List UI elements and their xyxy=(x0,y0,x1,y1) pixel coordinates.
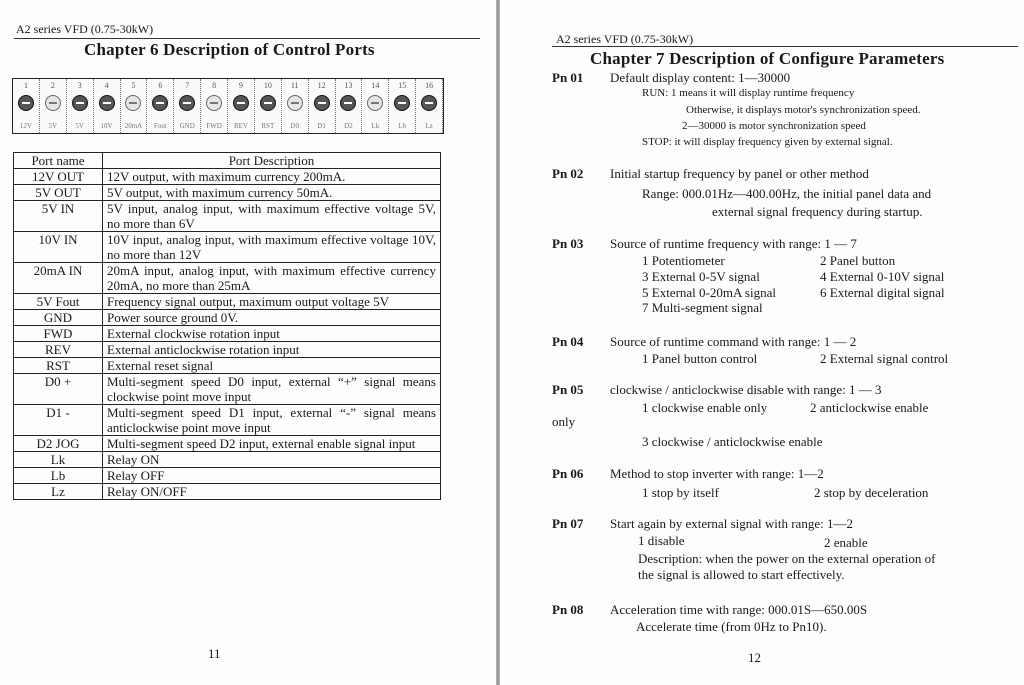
terminal-number: 3 xyxy=(77,81,82,90)
param-title: Default display content: 1—30000 xyxy=(610,70,791,85)
option-item: 3 External 0-5V signal xyxy=(642,269,760,284)
terminal xyxy=(67,79,94,133)
terminal-strip xyxy=(12,78,444,134)
terminal xyxy=(13,79,40,133)
param-line: STOP: it will display frequency given by external signal. xyxy=(642,136,893,148)
terminal-label: Fout xyxy=(153,122,167,130)
param-pn05 xyxy=(552,382,992,452)
table-row xyxy=(14,374,441,405)
param-id: Pn 01 xyxy=(552,70,584,85)
table-row xyxy=(14,326,441,342)
option-item: 1 Potentiometer xyxy=(642,253,725,268)
table-row xyxy=(14,185,441,201)
table-row xyxy=(14,405,441,436)
terminal-number: 2 xyxy=(50,81,55,90)
table-row xyxy=(14,468,441,484)
terminal-number: 10 xyxy=(263,81,272,90)
table-row xyxy=(14,436,441,452)
param-title: Source of runtime frequency with range: 1 — 7 xyxy=(610,236,857,251)
port-name-cell: GND xyxy=(14,310,103,326)
param-title: Method to stop inverter with range: 1—2 xyxy=(610,466,824,481)
param-id: Pn 04 xyxy=(552,334,584,349)
terminal xyxy=(174,79,201,133)
param-line: RUN: 1 means it will display runtime frequency xyxy=(642,87,855,99)
screw-terminal-icon xyxy=(18,95,34,111)
screw-terminal-icon xyxy=(421,95,437,111)
port-name-cell: REV xyxy=(14,342,103,358)
screw-terminal-icon xyxy=(394,95,410,111)
terminal-number: 1 xyxy=(23,81,28,90)
param-id: Pn 08 xyxy=(552,602,584,617)
terminal-number: 5 xyxy=(131,81,136,90)
port-description-cell: Multi-segment speed D2 input, external enable signal input xyxy=(103,436,441,452)
param-title: clockwise / anticlockwise disable with range: 1 — 3 xyxy=(610,382,882,397)
port-name-cell: 20mA IN xyxy=(14,263,103,294)
option-wrap: only xyxy=(552,414,576,429)
terminal-number: 11 xyxy=(290,81,299,90)
option-item: 2 enable xyxy=(824,535,868,550)
option-item: 4 External 0-10V signal xyxy=(820,269,945,284)
param-pn06 xyxy=(552,466,992,502)
terminal-label: GND xyxy=(179,122,195,130)
option-item: 1 Panel button control xyxy=(642,351,758,366)
terminal-number: 7 xyxy=(185,81,190,90)
param-line: Accelerate time (from 0Hz to Pn10). xyxy=(636,619,827,634)
param-pn02 xyxy=(552,166,992,220)
option-item: 7 Multi-segment signal xyxy=(642,300,763,315)
table-row xyxy=(14,342,441,358)
port-description-cell: 12V output, with maximum currency 200mA. xyxy=(103,169,441,185)
screw-terminal-icon xyxy=(260,95,276,111)
option-item: 3 clockwise / anticlockwise enable xyxy=(642,434,823,449)
port-description-cell: Multi-segment speed D0 input, external “+” signal means clockwise point move input xyxy=(103,374,441,405)
port-name-cell: 10V IN xyxy=(14,232,103,263)
param-pn08 xyxy=(552,602,992,638)
param-title: Initial startup frequency by panel or other method xyxy=(610,166,869,181)
port-description-cell: 5V input, analog input, with maximum effective voltage 5V, no more than 6V xyxy=(103,201,441,232)
port-name-cell: 5V IN xyxy=(14,201,103,232)
screw-terminal-icon xyxy=(72,95,88,111)
param-pn04 xyxy=(552,334,992,370)
terminal-number: 12 xyxy=(317,81,326,90)
port-table xyxy=(13,152,441,500)
port-name-cell: Lb xyxy=(14,468,103,484)
port-name-header: Port name xyxy=(14,153,103,169)
port-description-cell: Relay ON/OFF xyxy=(103,484,441,500)
param-line: external signal frequency during startup. xyxy=(712,204,923,219)
screw-terminal-icon xyxy=(99,95,115,111)
series-header-left: A2 series VFD (0.75-30kW) xyxy=(16,22,154,36)
option-item: 1 disable xyxy=(638,533,685,548)
port-name-cell: RST xyxy=(14,358,103,374)
terminal-label: D1 xyxy=(317,122,326,130)
screw-terminal-icon xyxy=(152,95,168,111)
terminal-number: 14 xyxy=(371,81,380,90)
param-id: Pn 02 xyxy=(552,166,584,181)
table-row xyxy=(14,201,441,232)
terminal xyxy=(201,79,228,133)
terminal xyxy=(389,79,416,133)
header-rule-left xyxy=(14,38,480,39)
terminal xyxy=(309,79,336,133)
port-name-cell: D0 + xyxy=(14,374,103,405)
port-name-cell: FWD xyxy=(14,326,103,342)
param-line: Range: 000.01Hz—400.00Hz, the initial panel data and xyxy=(642,186,932,201)
port-description-cell: Multi-segment speed D1 input, external “-” signal means anticlockwise point move input xyxy=(103,405,441,436)
port-name-cell: Lk xyxy=(14,452,103,468)
terminal xyxy=(362,79,389,133)
terminal-number: 6 xyxy=(158,81,163,90)
screw-terminal-icon xyxy=(179,95,195,111)
option-item: 2 anticlockwise enable xyxy=(810,400,929,415)
header-rule-right xyxy=(552,46,1018,47)
terminal-number: 13 xyxy=(344,81,353,90)
left-page xyxy=(0,0,496,685)
table-row xyxy=(14,169,441,185)
option-item: 1 clockwise enable only xyxy=(642,400,768,415)
terminal xyxy=(255,79,282,133)
port-description-cell: External reset signal xyxy=(103,358,441,374)
option-item: 2 Panel button xyxy=(820,253,896,268)
terminal-label: 5V xyxy=(48,122,58,130)
table-row xyxy=(14,484,441,500)
terminal-label: REV xyxy=(233,122,248,130)
terminal xyxy=(336,79,363,133)
param-title: Start again by external signal with range: 1—2 xyxy=(610,516,853,531)
chapter-title-right: Chapter 7 Description of Configure Parameters xyxy=(590,49,945,68)
terminal-label: 12V xyxy=(19,122,32,130)
screw-terminal-icon xyxy=(45,95,61,111)
port-description-cell: Relay ON xyxy=(103,452,441,468)
screw-terminal-icon xyxy=(287,95,303,111)
param-pn07 xyxy=(552,516,992,582)
table-row xyxy=(14,358,441,374)
screw-terminal-icon xyxy=(206,95,222,111)
page-number-left: 11 xyxy=(208,646,221,661)
port-description-cell: External clockwise rotation input xyxy=(103,326,441,342)
param-line: the signal is allowed to start effectively. xyxy=(638,567,845,582)
table-row xyxy=(14,310,441,326)
terminal-number: 4 xyxy=(104,81,109,90)
terminal xyxy=(147,79,174,133)
terminal xyxy=(40,79,67,133)
port-description-cell: Relay OFF xyxy=(103,468,441,484)
param-line: Otherwise, it displays motor's synchronization speed. xyxy=(686,104,921,116)
port-description-cell: Power source ground 0V. xyxy=(103,310,441,326)
port-name-cell: D2 JOG xyxy=(14,436,103,452)
port-name-cell: 12V OUT xyxy=(14,169,103,185)
port-description-cell: External anticlockwise rotation input xyxy=(103,342,441,358)
param-pn01 xyxy=(552,70,992,150)
terminal-label: Lk xyxy=(371,122,380,130)
terminal-label: D0 xyxy=(290,122,299,130)
port-name-cell: 5V Fout xyxy=(14,294,103,310)
screw-terminal-icon xyxy=(125,95,141,111)
param-id: Pn 05 xyxy=(552,382,584,397)
terminal-label: Lb xyxy=(398,122,407,130)
param-line: Description: when the power on the external operation of xyxy=(638,551,936,566)
terminal-label: D2 xyxy=(344,122,353,130)
port-description-cell: 5V output, with maximum currency 50mA. xyxy=(103,185,441,201)
param-pn03 xyxy=(552,236,992,316)
param-title: Acceleration time with range: 000.01S—650.00S xyxy=(610,602,868,617)
terminal-number: 15 xyxy=(398,81,407,90)
screw-terminal-icon xyxy=(367,95,383,111)
option-item: 2 stop by deceleration xyxy=(814,485,929,500)
option-item: 6 External digital signal xyxy=(820,285,945,300)
port-name-cell: 5V OUT xyxy=(14,185,103,201)
param-id: Pn 07 xyxy=(552,516,584,531)
terminal-label: Lz xyxy=(425,122,433,130)
screw-terminal-icon xyxy=(314,95,330,111)
terminal-label: FWD xyxy=(206,122,222,130)
port-description-cell: 10V input, analog input, with maximum effective voltage 10V, no more than 12V xyxy=(103,232,441,263)
port-description-cell: 20mA input, analog input, with maximum effective currency 20mA, no more than 25mA xyxy=(103,263,441,294)
port-name-cell: D1 - xyxy=(14,405,103,436)
chapter-title-left: Chapter 6 Description of Control Ports xyxy=(84,40,375,59)
terminal-label: 10V xyxy=(100,122,113,130)
table-row xyxy=(14,294,441,310)
terminal xyxy=(416,79,443,133)
terminal-number: 8 xyxy=(212,81,217,90)
table-row xyxy=(14,452,441,468)
page-number-right: 12 xyxy=(748,650,761,665)
port-description-cell: Frequency signal output, maximum output voltage 5V xyxy=(103,294,441,310)
option-item: 5 External 0-20mA signal xyxy=(642,285,776,300)
param-id: Pn 06 xyxy=(552,466,584,481)
port-name-cell: Lz xyxy=(14,484,103,500)
terminal xyxy=(228,79,255,133)
terminal xyxy=(282,79,309,133)
table-row xyxy=(14,232,441,263)
port-description-header: Port Description xyxy=(103,153,441,169)
screw-terminal-icon xyxy=(340,95,356,111)
terminal xyxy=(94,79,121,133)
option-item: 2 External signal control xyxy=(820,351,949,366)
param-id: Pn 03 xyxy=(552,236,584,251)
terminal-label: RST xyxy=(261,122,275,130)
terminal-number: 16 xyxy=(425,81,434,90)
terminal xyxy=(121,79,148,133)
series-header-right: A2 series VFD (0.75-30kW) xyxy=(556,32,694,46)
screw-terminal-icon xyxy=(233,95,249,111)
terminal-number: 9 xyxy=(238,81,243,90)
param-title: Source of runtime command with range: 1 — 2 xyxy=(610,334,857,349)
param-line: 2—30000 is motor synchronization speed xyxy=(682,120,866,132)
terminal-label: 20mA xyxy=(124,122,143,130)
terminal-label: 5V xyxy=(75,122,84,130)
option-item: 1 stop by itself xyxy=(642,485,719,500)
table-row xyxy=(14,263,441,294)
